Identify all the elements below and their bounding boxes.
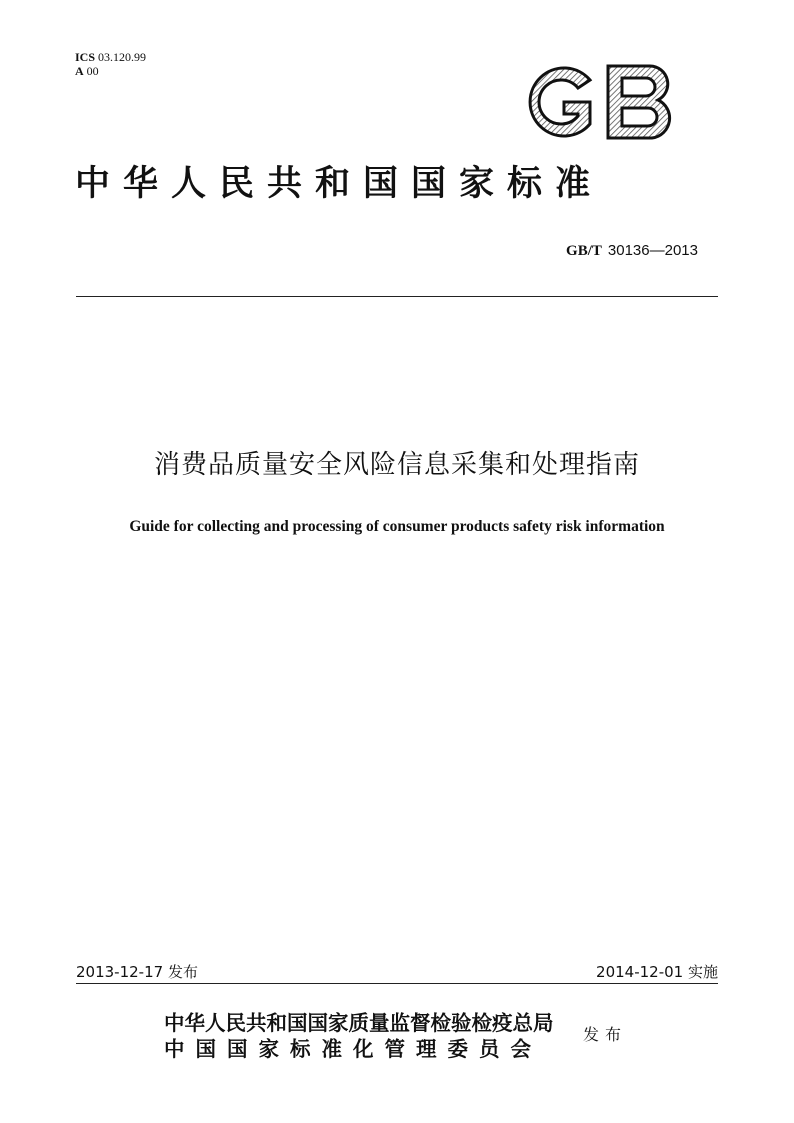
- issuer-aqsiq: 中华人民共和国国家质量监督检验检疫总局: [164, 1011, 554, 1035]
- standard-number: [566, 241, 698, 260]
- standard-code: 30136—2013: [607, 242, 698, 259]
- publish-label: 发布: [583, 1025, 628, 1044]
- document-title-en: Guide for collecting and processing of consumer products safety risk information: [129, 518, 665, 535]
- national-standard-title: 中华人民共和国国家标准: [75, 164, 604, 204]
- ics-line: [75, 50, 146, 64]
- ccs-label: A: [75, 64, 84, 78]
- ics-code: 03.120.99: [98, 50, 147, 64]
- document-title-cn: 消费品质量安全风险信息采集和处理指南: [153, 450, 640, 480]
- ccs-line: [75, 64, 146, 78]
- gb-logo-icon: [518, 58, 678, 146]
- implementation-date: 2014-12-01 实施: [596, 963, 718, 981]
- standard-prefix: GB/T: [566, 243, 602, 259]
- bottom-divider: [76, 983, 718, 984]
- issuer-sac: 中国国家标准化管理委员会: [164, 1037, 542, 1061]
- ccs-code: 00: [86, 64, 99, 78]
- ics-label: ICS: [75, 50, 96, 64]
- issue-date: 2013-12-17 发布: [76, 963, 198, 981]
- gb-logo-text: GB: [518, 58, 520, 59]
- top-divider: [76, 296, 718, 297]
- classification-codes: [75, 50, 146, 78]
